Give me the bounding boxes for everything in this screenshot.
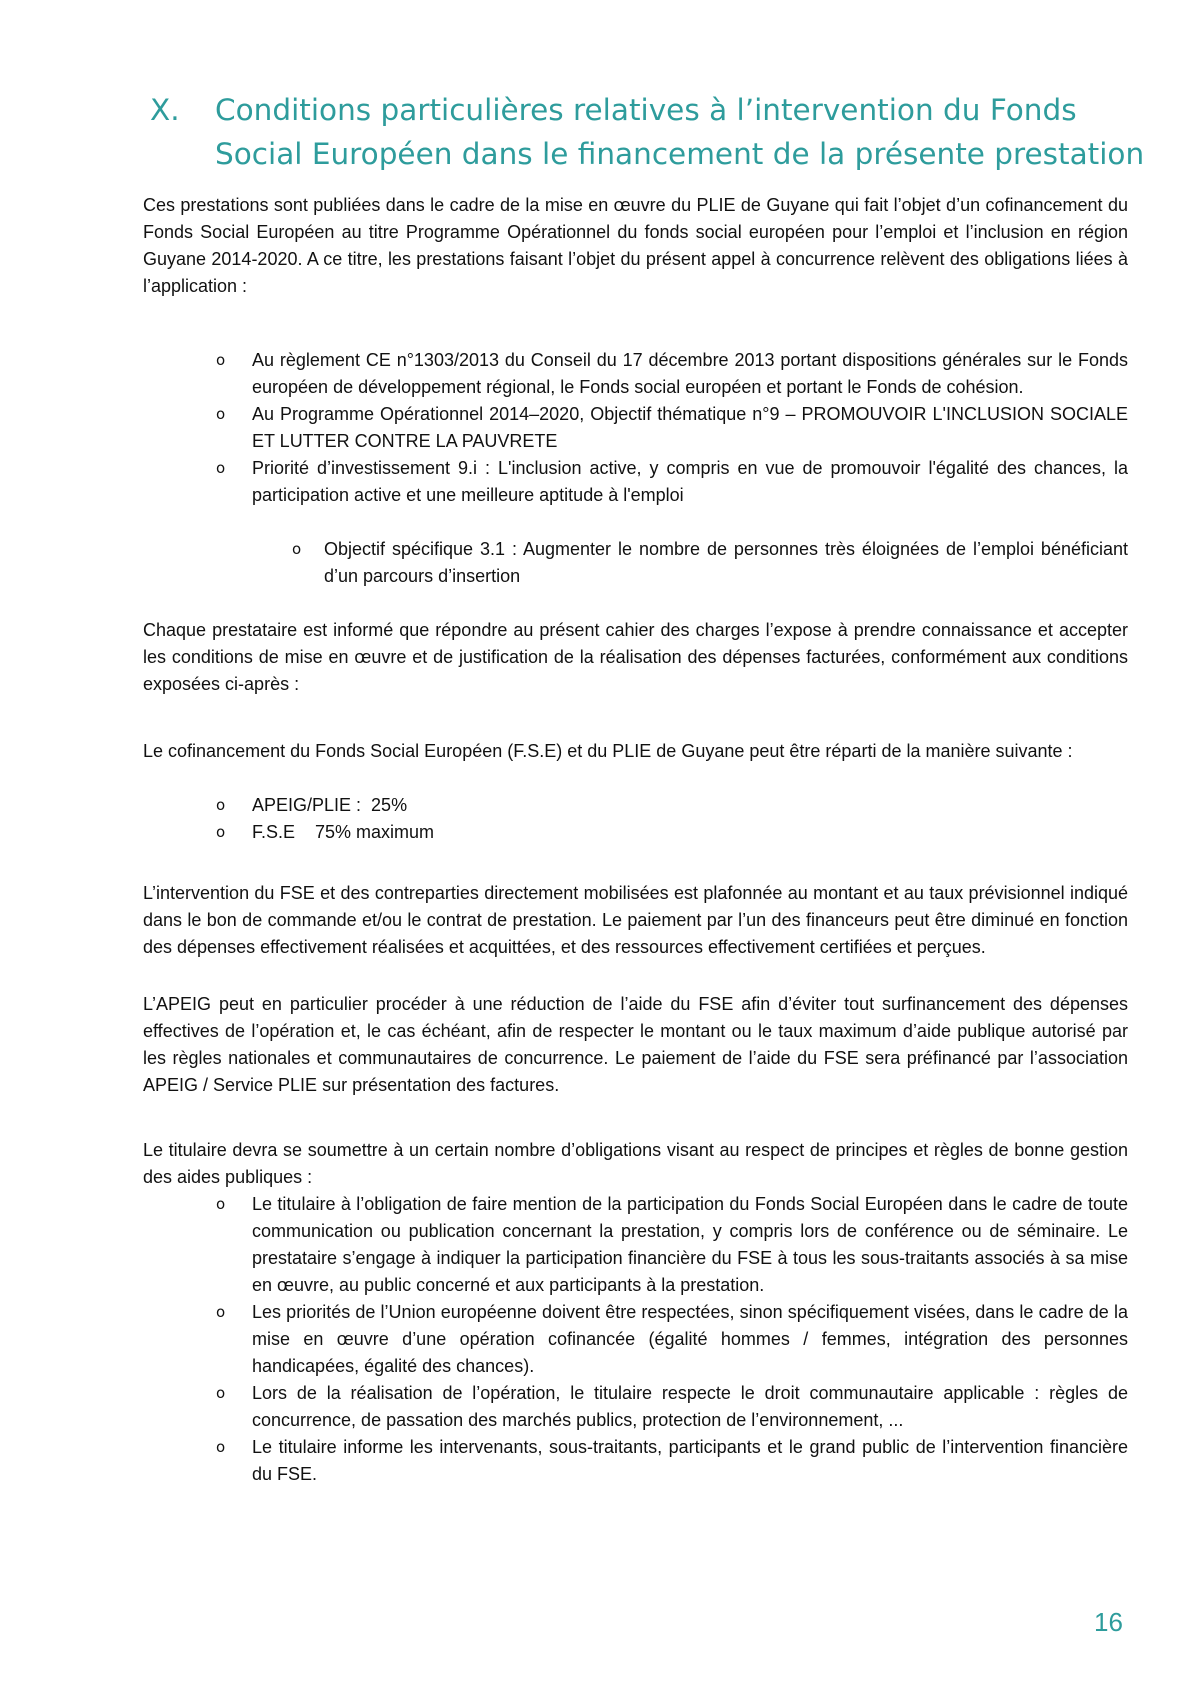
informed-paragraph: Chaque prestataire est informé que répondre au présent cahier des charges l’expose à prendre connaissance et accepter les conditions de mise en œuvre et de justification de la réalisation des dépenses facturées, conformément aux conditions exposées ci-après : [143,620,1128,694]
list-item: o Les priorités de l’Union européenne doivent être respectées, sinon spécifiquement visées, dans le cadre de la mise en œuvre d’une opération cofinancée (égalité hommes / femmes, intégration des personnes handicapées, égalité des chances). [252,1299,1128,1380]
intro-paragraph: Ces prestations sont publiées dans le cadre de la mise en œuvre du PLIE de Guyane qui fait l’objet d’un cofinancement du Fonds Social Européen au titre Programme Opérationnel du fonds social européen pour l’emploi et l’inclusion en région Guyane 2014-2020. A ce titre, les prestations faisant l’objet du présent appel à concurrence relèvent des obligations liées à l’application : [143,195,1128,296]
bullet-icon: o [216,459,226,477]
titulaire-obligations-list [216,1191,1128,1488]
bullet-icon: o [216,1384,226,1402]
bullet-icon: o [216,405,226,423]
intervention-paragraph: L’intervention du FSE et des contreparties directement mobilisées est plafonnée au montant et au taux prévisionnel indiqué dans le bon de commande et/ou le contrat de prestation. Le paiement par l’un des financeurs peut être diminué en fonction des dépenses effectivement réalisées et acquittées, et des ressources effectivement certifiées et perçues. [143,883,1128,957]
bullet-icon: o [216,823,226,841]
apeig-paragraph: L’APEIG peut en particulier procéder à une réduction de l’aide du FSE afin d’éviter tout surfinancement des dépenses effectives de l’opération et, le cas échéant, afin de respecter le montant ou le taux maximum d’aide publique autorisé par les règles nationales et communautaires de concurrence. Le paiement de l’aide du FSE sera préfinancé par l’association APEIG / Service PLIE sur présentation des factures. [143,994,1128,1095]
bullet-icon: o [216,796,226,814]
list-item: o APEIG/PLIE : 25% [252,792,1128,819]
list-item: o Le titulaire informe les intervenants, sous-traitants, participants et le grand public de l’intervention financière du FSE. [252,1434,1128,1488]
page-number: 16 [1094,1607,1123,1637]
list-item: o Au règlement CE n°1303/2013 du Conseil du 17 décembre 2013 portant dispositions générales sur le Fonds européen de développement régional, le Fonds social européen et portant le Fonds de cohésion. [252,347,1128,401]
bullet-icon: o [292,540,302,558]
obligations-list [216,347,1128,509]
bullet-icon: o [216,1438,226,1456]
list-item: o Au Programme Opérationnel 2014–2020, Objectif thématique n°9 – PROMOUVOIR L'INCLUSION SOCIALE ET LUTTER CONTRE LA PAUVRETE [252,401,1128,455]
section-number: X. [150,93,180,127]
list-item: o Lors de la réalisation de l’opération, le titulaire respecte le droit communautaire applicable : règles de concurrence, de passation des marchés publics, protection de l’environnement, ... [252,1380,1128,1434]
list-item: o Priorité d’investissement 9.i : L'inclusion active, y compris en vue de promouvoir l'égalité des chances, la participation active et une meilleure aptitude à l'emploi [252,455,1128,509]
cofinancing-list [216,792,1128,846]
cofinancing-paragraph: Le cofinancement du Fonds Social Européen (F.S.E) et du PLIE de Guyane peut être réparti de la manière suivante : [143,741,1073,761]
bullet-icon: o [216,351,226,369]
list-item: o Objectif spécifique 3.1 : Augmenter le nombre de personnes très éloignées de l’emploi bénéficiant d’un parcours d’insertion [324,536,1128,590]
list-item: o Le titulaire à l’obligation de faire mention de la participation du Fonds Social Européen dans le cadre de toute communication ou publication concernant la prestation, y compris lors de conférence ou de séminaire. Le prestataire s’engage à indiquer la participation financière du FSE à tous les sous-traitants associés à sa mise en œuvre, au public concerné et aux participants à la prestation. [252,1191,1128,1299]
specific-objective-list [292,536,1128,590]
list-item: o F.S.E 75% maximum [252,819,1128,846]
bullet-icon: o [216,1303,226,1321]
section-title: Conditions particulières relatives à l’intervention du Fonds Social Européen dans le financement de la présente prestation [215,93,1145,171]
bullet-icon: o [216,1195,226,1213]
titulaire-paragraph: Le titulaire devra se soumettre à un certain nombre d’obligations visant au respect de principes et règles de bonne gestion des aides publiques : [143,1140,1128,1187]
